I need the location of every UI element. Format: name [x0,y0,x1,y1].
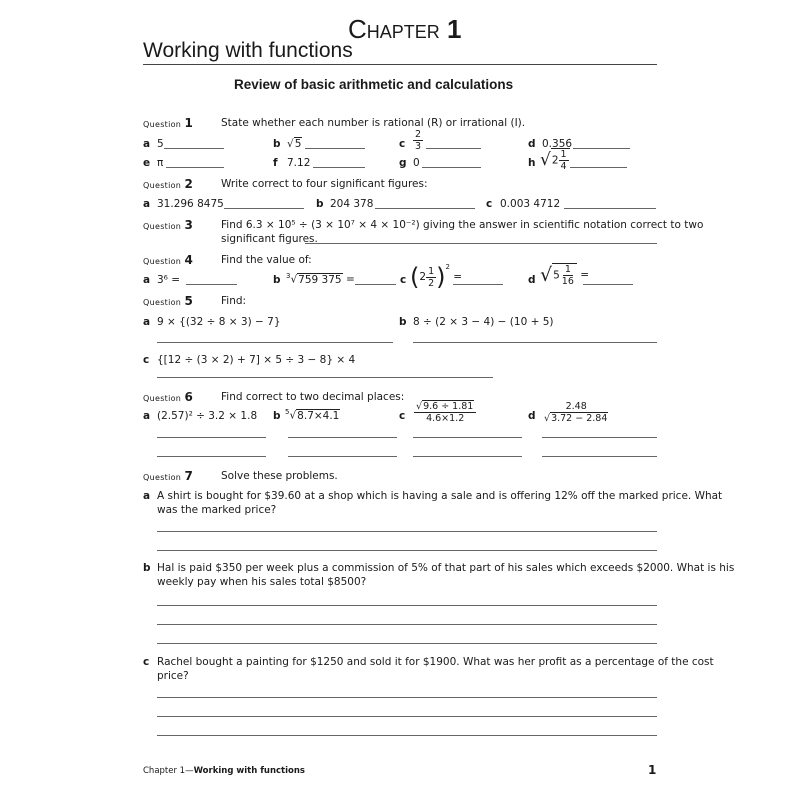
item-letter: b [316,198,324,210]
item-letter: h [528,157,536,169]
q5c-expression: {[12 ÷ (3 × 2) + 7] × 5 ÷ 3 − 8} × 4 [157,354,356,366]
answer-line [157,735,657,736]
answer-line [157,531,657,532]
item-letter: c [486,198,493,210]
q7a-line2: was the marked price? [157,504,277,516]
denominator: 2 [428,277,435,289]
denominator: 16 [561,276,574,287]
footer-running-title [143,766,305,776]
item-letter: g [399,157,407,169]
numerator: 9.6 ÷ 1.81 [423,401,474,412]
item-letter: e [143,157,151,169]
answer-line [375,208,475,209]
answer-line [166,167,224,168]
q5a-expression: 9 × {(32 ÷ 8 × 3) − 7} [157,316,281,328]
answer-line [570,167,627,168]
question-6-label [143,390,193,404]
item-letter: b [399,316,407,328]
question-word: Question [143,222,182,231]
root-index: 3 [286,272,291,280]
chapter-heading [348,14,462,45]
chapter-word: Chapter [348,14,440,44]
item-letter: d [528,410,536,422]
q6c-fraction: $\frac{√9.6 \div 1.81}{4.6\times 1.2}$ [414,401,476,424]
question-5-prompt: Find: [221,295,247,307]
answer-line [313,167,365,168]
question-3-label [143,218,193,232]
q4c-expression: (2 $\frac{1}{2}$ )$^2$ = [410,263,463,291]
radicand: 5 [294,138,302,150]
answer-line [157,624,657,625]
header-rule [143,64,657,65]
q7a-line1: A shirt is bought for $39.60 at a shop which is having a sale and is offering 12% off the marked price. What [157,490,723,502]
item-letter: c [143,656,150,668]
numerator: 2.48 [565,401,587,412]
answer-line [305,148,365,149]
answer-line [157,643,657,644]
answer-line [157,456,266,457]
equals: = [453,271,463,283]
whole-part: 5 [553,269,560,282]
question-7-prompt: Solve these problems. [221,470,338,482]
answer-line [413,342,657,343]
item-letter: c [400,274,407,286]
footer-chapter: Chapter 1— [143,766,194,776]
footer-title: Working with functions [193,766,305,776]
equals: = [580,269,590,281]
question-number: 3 [184,218,193,232]
q4b-expression: $^3$√759 375 = [286,272,355,286]
q1d-expression: 0.356̇ [542,138,573,150]
root-index: 5 [285,408,290,416]
q1e-expression: π [157,157,164,169]
answer-line [573,148,630,149]
item-letter: a [143,274,151,286]
q1f-expression: 7.12 [287,157,311,169]
answer-line [224,208,304,209]
power: 2 [445,263,450,271]
question-number: 4 [184,253,193,267]
whole-part: 2 [419,271,427,283]
q6b-expression: $^5$√8.7×4.1 [285,408,340,422]
question-number: 1 [184,116,193,130]
question-word: Question [143,257,182,266]
q1h-expression: √2 $\frac{1}{4}$ [540,148,570,172]
question-number: 7 [184,469,193,483]
question-word: Question [143,473,182,482]
answer-line [453,284,503,285]
answer-line [305,243,657,244]
question-number: 5 [184,294,193,308]
q1a-expression: 5 [157,138,164,150]
radicand: 8.7×4.1 [297,409,340,422]
q1g-expression: 0 [413,157,420,169]
q1c-fraction [413,129,423,152]
q7b-line1: Hal is paid $350 per week plus a commission of 5% of that part of his sales which exceeds $2000. What is his [157,562,735,574]
answer-line [157,716,657,717]
q2a-expression: 31.296 8475 [157,198,224,210]
item-letter: f [273,157,278,169]
question-6-prompt: Find correct to two decimal places: [221,391,405,403]
section-title: Review of basic arithmetic and calculations [234,77,514,92]
item-letter: a [143,490,151,502]
item-letter: b [273,138,281,150]
answer-line [542,456,657,457]
denominator: 3 [415,141,422,152]
answer-line [157,550,657,551]
denominator: 4 [560,161,567,172]
question-word: Question [143,298,182,307]
answer-line [164,148,224,149]
answer-line [186,284,237,285]
answer-line [157,697,657,698]
item-letter: a [143,410,151,422]
question-4-prompt: Find the value of: [221,254,312,266]
item-letter: d [528,274,536,286]
q2b-expression: 204 378 [330,198,374,210]
question-2-label [143,177,193,191]
q6d-fraction: $\frac{2.48}{√3.72 - 2.84}$ [544,401,608,424]
q7c-line2: price? [157,670,189,682]
item-letter: a [143,198,151,210]
question-3-prompt-line2: significant figures. [221,233,318,245]
question-word: Question [143,181,182,190]
answer-line [288,437,397,438]
item-letter: c [399,138,406,150]
question-4-label [143,253,193,267]
numerator: 1 [428,265,435,277]
q5b-expression: 8 ÷ (2 × 3 − 4) − (10 + 5) [413,316,554,328]
item-letter: b [273,274,281,286]
numerator: 1 [560,149,567,160]
question-1-label [143,116,193,130]
q4d-expression: √5 $\frac{1}{16}$ = [540,264,590,287]
question-3-prompt-line1: Find 6.3 × 10⁵ ÷ (3 × 10⁷ × 4 × 10⁻²) giving the answer in scientific notation correct to two [221,219,704,231]
page-number: 1 [648,763,657,777]
question-7-label [143,469,193,483]
answer-line [288,456,397,457]
item-letter: c [399,410,406,422]
answer-line [422,167,481,168]
item-letter: b [143,562,151,574]
item-letter: c [143,354,150,366]
item-letter: d [528,138,536,150]
question-1-prompt: State whether each number is rational (R) or irrational (I). [221,117,526,129]
answer-line [426,148,481,149]
question-number: 2 [184,177,193,191]
whole-part: 2 [551,154,559,167]
answer-line [564,208,656,209]
answer-line [355,284,396,285]
item-letter: a [143,138,151,150]
answer-line [157,605,657,606]
equals: = [345,273,355,286]
answer-line [542,437,657,438]
radicand: 759 375 [298,273,342,286]
question-word: Question [143,394,182,403]
question-5-label [143,294,193,308]
numerator: 2 [415,129,422,140]
answer-line [413,456,522,457]
question-number: 6 [184,390,193,404]
answer-line [157,377,493,378]
answer-line [157,342,393,343]
q7b-line2: weekly pay when his sales total $8500? [157,576,367,588]
answer-line [583,284,633,285]
item-letter: b [273,410,281,422]
denominator: 4.6×1.2 [426,413,465,424]
denominator: 3.72 − 2.84 [551,413,608,424]
q7c-line1: Rachel bought a painting for $1250 and sold it for $1900. What was her profit as a percentage of the cost [157,656,714,668]
numerator: 1 [564,264,571,275]
q4a-expression: 3⁶ = [157,274,181,286]
q6a-expression: (2.57)² ÷ 3.2 × 1.8 [157,410,258,422]
answer-line [413,437,522,438]
q1b-expression: √5 [287,138,302,150]
chapter-title: Working with functions [143,39,353,62]
question-word: Question [143,120,182,129]
q2c-expression: 0.003 4712 [500,198,561,210]
item-letter: a [143,316,151,328]
answer-line [157,437,266,438]
chapter-number: 1 [447,14,462,44]
question-2-prompt: Write correct to four significant figures: [221,178,428,190]
